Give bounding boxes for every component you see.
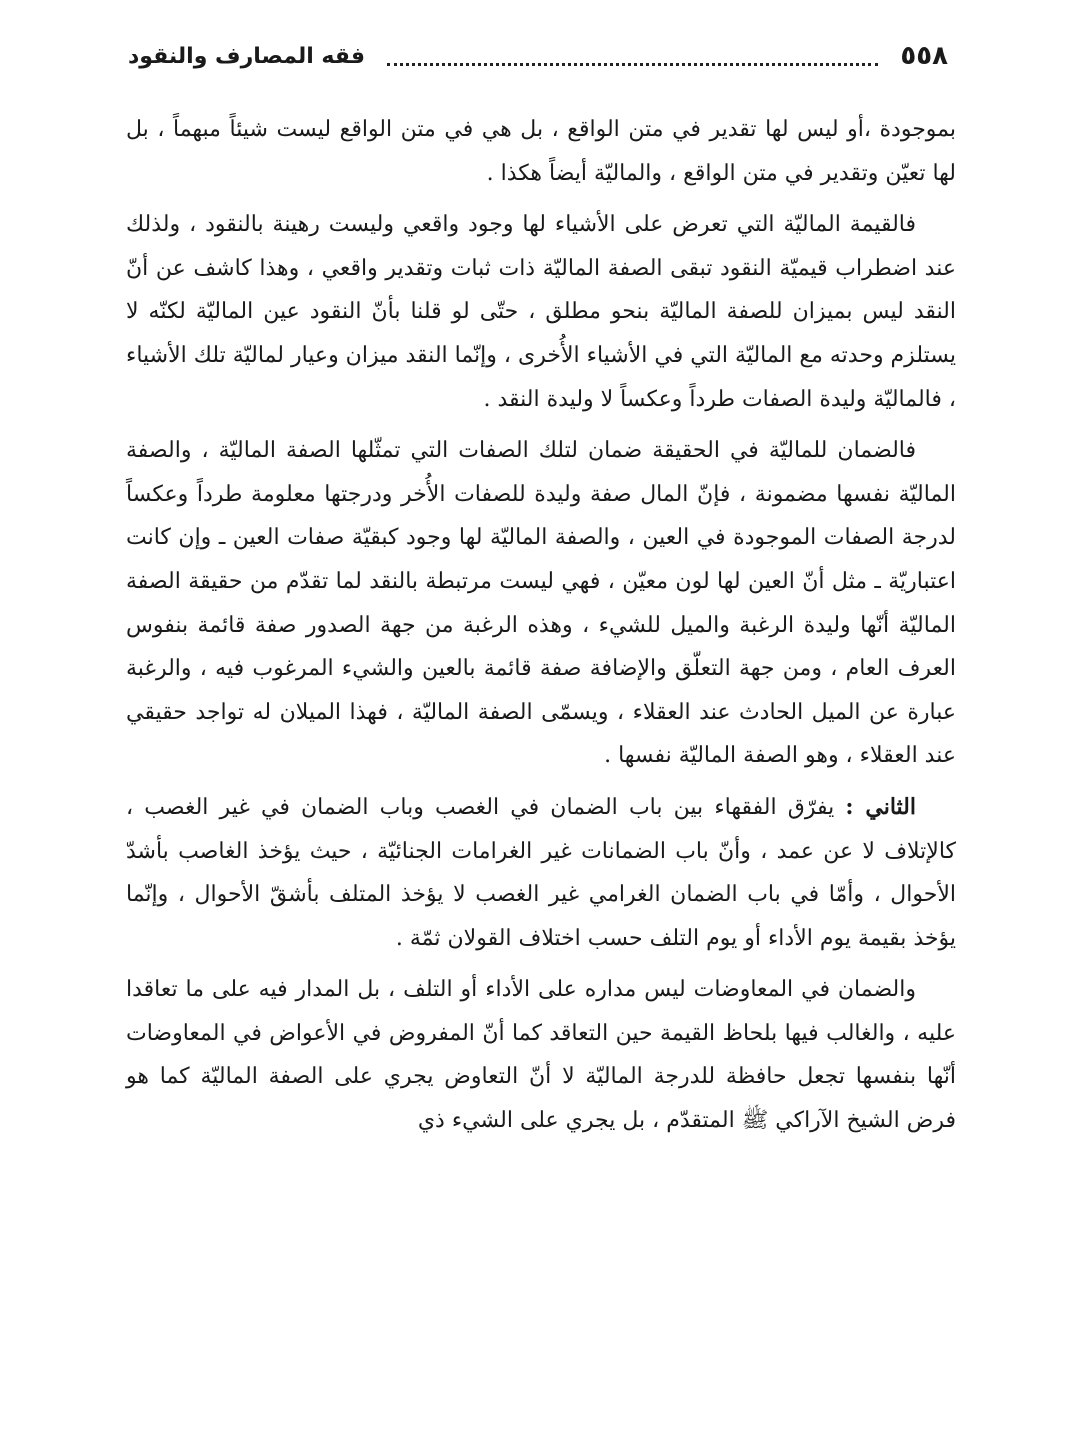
dotted-leader — [387, 63, 878, 66]
paragraph-1: بموجودة ،أو ليس لها تقدير في متن الواقع ، بل هي في متن الواقع ليست شيئاً مبهماً ، بل لها تعيّن وتقدير في متن الواقع ، والماليّة أيضاً هكذا . — [126, 117, 956, 186]
page-number: ٥٥٨ — [900, 41, 948, 71]
paragraph-3: فالضمان للماليّة في الحقيقة ضمان لتلك الصفات التي تمثّلها الصفة الماليّة ، والصفة الماليّة نفسها مضمونة ، فإنّ المال صفة وليدة للصفات الأُخر ودرجتها معلومة طرداً وعكساً لدرجة الصفات الموجودة في العين ، والصفة الماليّة لها وجود كبقيّة صفات العين ـ وإن كانت اعتباريّة ـ مثل أنّ العين لها لون معيّن ، فهي ليست مرتبطة بالنقد لما تقدّم من حقيقة الصفة الماليّة أنّها وليدة الرغبة والميل للشيء ، وهذه الرغبة من جهة الصدور صفة قائمة بنفوس العرف العام ، ومن جهة التعلّق والإضافة صفة قائمة بالعين والشيء المرغوب فيه ، والرغبة عبارة عن الميل الحادث عند العقلاء ، ويسمّى الصفة الماليّة ، فهذا الميلان له تواجد حقيقي عند العقلاء ، وهو الصفة الماليّة نفسها . — [126, 438, 956, 769]
body-text — [126, 108, 956, 1151]
running-header — [128, 34, 948, 78]
paragraph-4-text: يفرّق الفقهاء بين باب الضمان في الغصب وباب الضمان في غير الغصب ، كالإتلاف لا عن عمد ، وأنّ باب الضمانات غير الغرامات الجنائيّة ، حيث يؤخذ الغاصب بأشدّ الأحوال ، وأمّا في باب الضمان الغرامي غير الغصب لا يؤخذ المتلف بأشقّ الأحوال ، وإنّما يؤخذ بقيمة يوم الأداء أو يوم التلف حسب اختلاف القولان ثمّة . — [126, 794, 956, 951]
paragraph-2: فالقيمة الماليّة التي تعرض على الأشياء لها وجود واقعي وليست رهينة بالنقود ، ولذلك عند اضطراب قيميّة النقود تبقى الصفة الماليّة ذات ثبات وتقدير واقعي ، وهذا كاشف عن أنّ النقد ليس بميزان للصفة الماليّة بنحو مطلق ، حتّى لو قلنا بأنّ النقود عين الماليّة لكنّه لا يستلزم وحدته مع الماليّة التي في الأشياء الأُخرى ، وإنّما النقد ميزان وعيار لماليّة تلك الأشياء ، فالماليّة وليدة الصفات طرداً وعكساً لا وليدة النقد . — [126, 212, 956, 412]
running-title: فقه المصارف والنقود — [128, 43, 365, 69]
paragraph-4 — [126, 786, 956, 960]
section-lead-word: الثاني : — [845, 793, 916, 820]
paragraph-5: والضمان في المعاوضات ليس مداره على الأداء أو التلف ، بل المدار فيه على ما تعاقدا عليه ، والغالب فيها بلحاظ القيمة حين التعاقد كما أنّ المفروض في الأعواض في المعاوضات أنّها بنفسها تجعل حافظة للدرجة الماليّة لا أنّ التعاوض يجري على الصفة الماليّة كما هو فرض الشيخ الآراكي ﷺ المتقدّم ، بل يجري على الشيء ذي — [126, 977, 956, 1134]
